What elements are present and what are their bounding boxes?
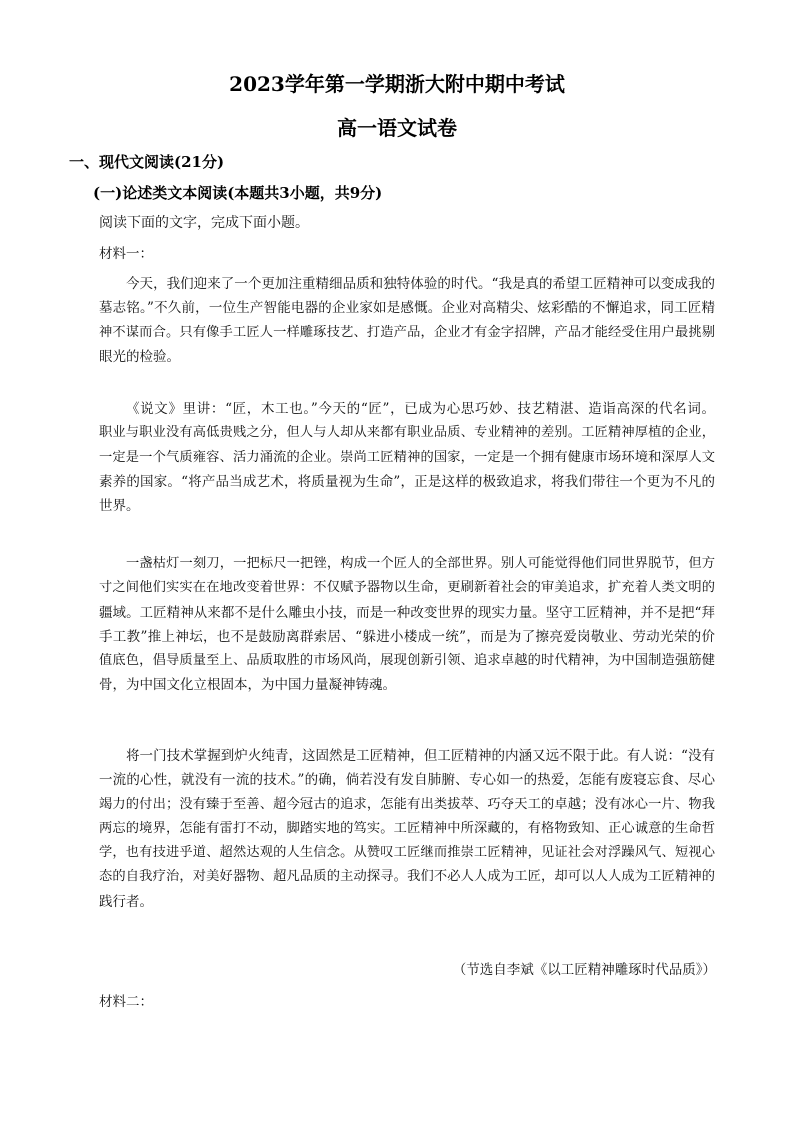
text-line: 寸之间他们实实在在地改变着世界：不仅赋予器物以生命，更刷新着社会的审美追求，扩充着人类文明的: [99, 580, 715, 596]
text-line: 学，也有技进乎道、超然达观的人生信念。从赞叹工匠继而推崇工匠精神，见证社会对浮躁风气、短视心: [99, 845, 715, 861]
text-line: 疆域。工匠精神从来都不是什么雕虫小技，而是一种改变世界的现实力量。坚守工匠精神，并不是把“拜: [99, 604, 715, 621]
subsection-heading: (一)论述类文本阅读(本题共3小题，共9分): [93, 184, 383, 202]
material-1-paragraph-2: [99, 397, 715, 518]
section-heading: 一、现代文阅读(21分): [69, 153, 225, 171]
text-line: 世界。: [99, 498, 140, 515]
material-1-paragraph-1: [99, 272, 715, 369]
text-line: 眼光的检验。: [99, 348, 180, 365]
reading-instruction: 阅读下面的文字，完成下面小题。: [99, 215, 309, 231]
text-line: 职业与职业没有高低贵贱之分，但人与人却从来都有职业品质、专业精神的差别。工匠精神厚植的企业，: [99, 425, 715, 441]
exam-subtitle: 高一语文试卷: [337, 116, 457, 140]
text-line: 今天，我们迎来了一个更加注重精细品质和独特体验的时代。“我是真的希望工匠精神可以变成我的: [126, 276, 715, 292]
text-line: 神不谋而合。只有像手工匠人一样雕琢技艺、打造产品，企业才有金字招牌，产品才能经受住用户最挑剔: [99, 324, 715, 340]
exam-title: 2023学年第一学期浙大附中期中考试: [229, 72, 565, 96]
text-line: 将一门技术掌握到炉火纯青，这固然是工匠精神，但工匠精神的内涵又远不限于此。有人说：“没有: [126, 748, 715, 764]
material-1-label: 材料一：: [99, 246, 153, 262]
text-line: 竭力的付出；没有臻于至善、超今冠古的追求，怎能有出类拔萃、巧夺天工的卓越；没有冰心一片、物我: [99, 796, 715, 812]
text-line: 墓志铭。”不久前，一位生产智能电器的企业家如是感慨。企业对高精尖、炫彩酷的不懈追求，同工匠精: [99, 300, 715, 317]
text-line: 态的自我疗治，对美好器物、超凡品质的主动探寻。我们不必人人成为工匠，却可以人人成为工匠精神的: [99, 869, 715, 885]
material-1-paragraph-3: [99, 552, 715, 698]
text-line: 一流的心性，就没有一流的技术。”的确，倘若没有发自肺腑、专心如一的热爱，怎能有废寝忘食、尽心: [99, 772, 715, 789]
text-line: 一盏枯灯一刻刀，一把标尺一把锉，构成一个匠人的全部世界。别人可能觉得他们同世界脱节，但方: [126, 556, 715, 571]
text-line: 一定是一个气质雍容、活力涌流的企业。崇尚工匠精神的国家，一定是一个拥有健康市场环境和深厚人文: [99, 449, 715, 465]
text-line: 值底色，倡导质量至上、品质取胜的市场风尚，展现创新引领、追求卓越的时代精神，为中国制造强筋健: [99, 653, 715, 669]
text-line: 两忘的境界，怎能有雷打不动，脚踏实地的笃实。工匠精神中所深藏的，有格物致知、正心诚意的生命哲: [99, 820, 715, 836]
material-1-source: （节选自李斌《以工匠精神雕琢时代品质》）: [452, 962, 716, 978]
text-line: 手工教”推上神坛，也不是鼓励离群索居、“躲进小楼成一统”，而是为了擦亮爱岗敬业、劳动光荣的价: [99, 628, 715, 645]
material-2-label: 材料二：: [99, 994, 153, 1010]
text-line: 骨，为中国文化立根固本，为中国力量凝神铸魂。: [99, 677, 396, 694]
material-1-paragraph-4: [99, 744, 715, 914]
text-line: 践行者。: [99, 893, 153, 910]
text-line: 素养的国家。“将产品当成艺术，将质量视为生命”，正是这样的极致追求，将我们带往一个更为不凡的: [99, 473, 715, 490]
text-line: 《说文》里讲：“匠，木工也。”今天的“匠”，已成为心思巧妙、技艺精湛、造诣高深的代名词。: [126, 401, 715, 417]
